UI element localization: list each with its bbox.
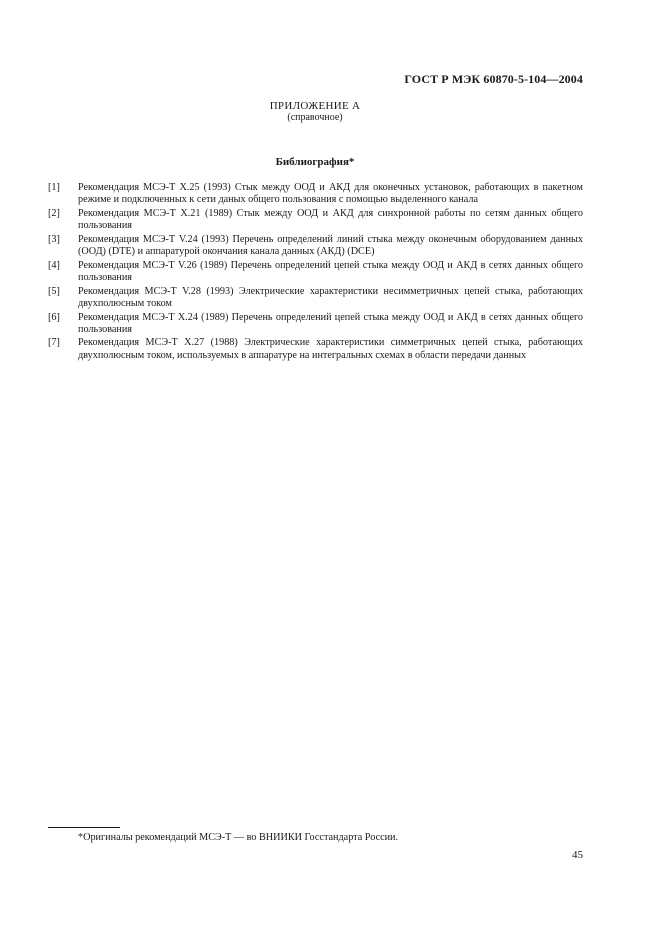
document-header: ГОСТ Р МЭК 60870-5-104—2004: [404, 72, 583, 86]
bibliography-item: [48, 208, 583, 232]
footnote-divider: [48, 827, 120, 828]
bibliography-item: [48, 286, 583, 310]
bibliography-list: [48, 182, 583, 363]
bibliography-item: [48, 234, 583, 258]
bibliography-item-number: [5]: [48, 285, 60, 297]
bibliography-item: [48, 337, 583, 361]
bibliography-item-number: [1]: [48, 182, 60, 193]
bibliography-item: [48, 182, 583, 206]
bibliography-item-text: Рекомендация МСЭ-Т X.27 (1988) Электрические характеристики симметричных цепей стыка, работающих двухполюсным током, используемых в аппаратуре на интегральных схемах в области передачи данных: [78, 337, 583, 361]
bibliography-item-number: [7]: [48, 337, 60, 349]
bibliography-item-text: Рекомендация МСЭ-Т V.28 (1993) Электрические характеристики несимметричных цепей стыка, работающих двухполюсным током: [78, 285, 583, 309]
bibliography-item: [48, 260, 583, 284]
bibliography-item-text: Рекомендация МСЭ-Т V.26 (1989) Перечень определений цепей стыка между ООД и АКД в сетях данных общего пользования: [78, 259, 583, 283]
appendix-heading: [0, 100, 630, 124]
bibliography-item-number: [4]: [48, 259, 60, 271]
bibliography-item-text: Рекомендация МСЭ-Т X.24 (1989) Перечень определений цепей стыка между ООД и АКД в сетях данных общего пользования: [78, 311, 583, 335]
footnote: *Оригиналы рекомендаций МСЭ-Т — во ВНИИКИ Госстандарта России.: [78, 832, 399, 843]
bibliography-item: [48, 312, 583, 336]
bibliography-item-number: [3]: [48, 233, 60, 245]
bibliography-item-number: [6]: [48, 311, 60, 323]
bibliography-item-text: Рекомендация МСЭ-Т X.25 (1993) Стык между ООД и АКД для оконечных установок, работающих в пакетном режиме и подключенных к сети даных общего пользования с помощью выделенного канала: [78, 182, 583, 206]
bibliography-title: Библиография*: [275, 156, 355, 168]
appendix-subtitle: (справочное): [287, 112, 343, 123]
appendix-title: ПРИЛОЖЕНИЕ А: [269, 100, 361, 112]
bibliography-item-text: Рекомендация МСЭ-Т X.21 (1989) Стык между ООД и АКД для синхронной работы по сетям данных общего пользования: [78, 207, 583, 232]
page-number: 45: [572, 849, 583, 861]
bibliography-item-number: [2]: [48, 207, 60, 219]
bibliography-item-text: Рекомендация МСЭ-Т V.24 (1993) Перечень определений линий стыка между оконечным оборудованием данных (ООД) (DTE) и аппаратурой окончания канала данных (АКД) (DCE): [78, 233, 583, 258]
